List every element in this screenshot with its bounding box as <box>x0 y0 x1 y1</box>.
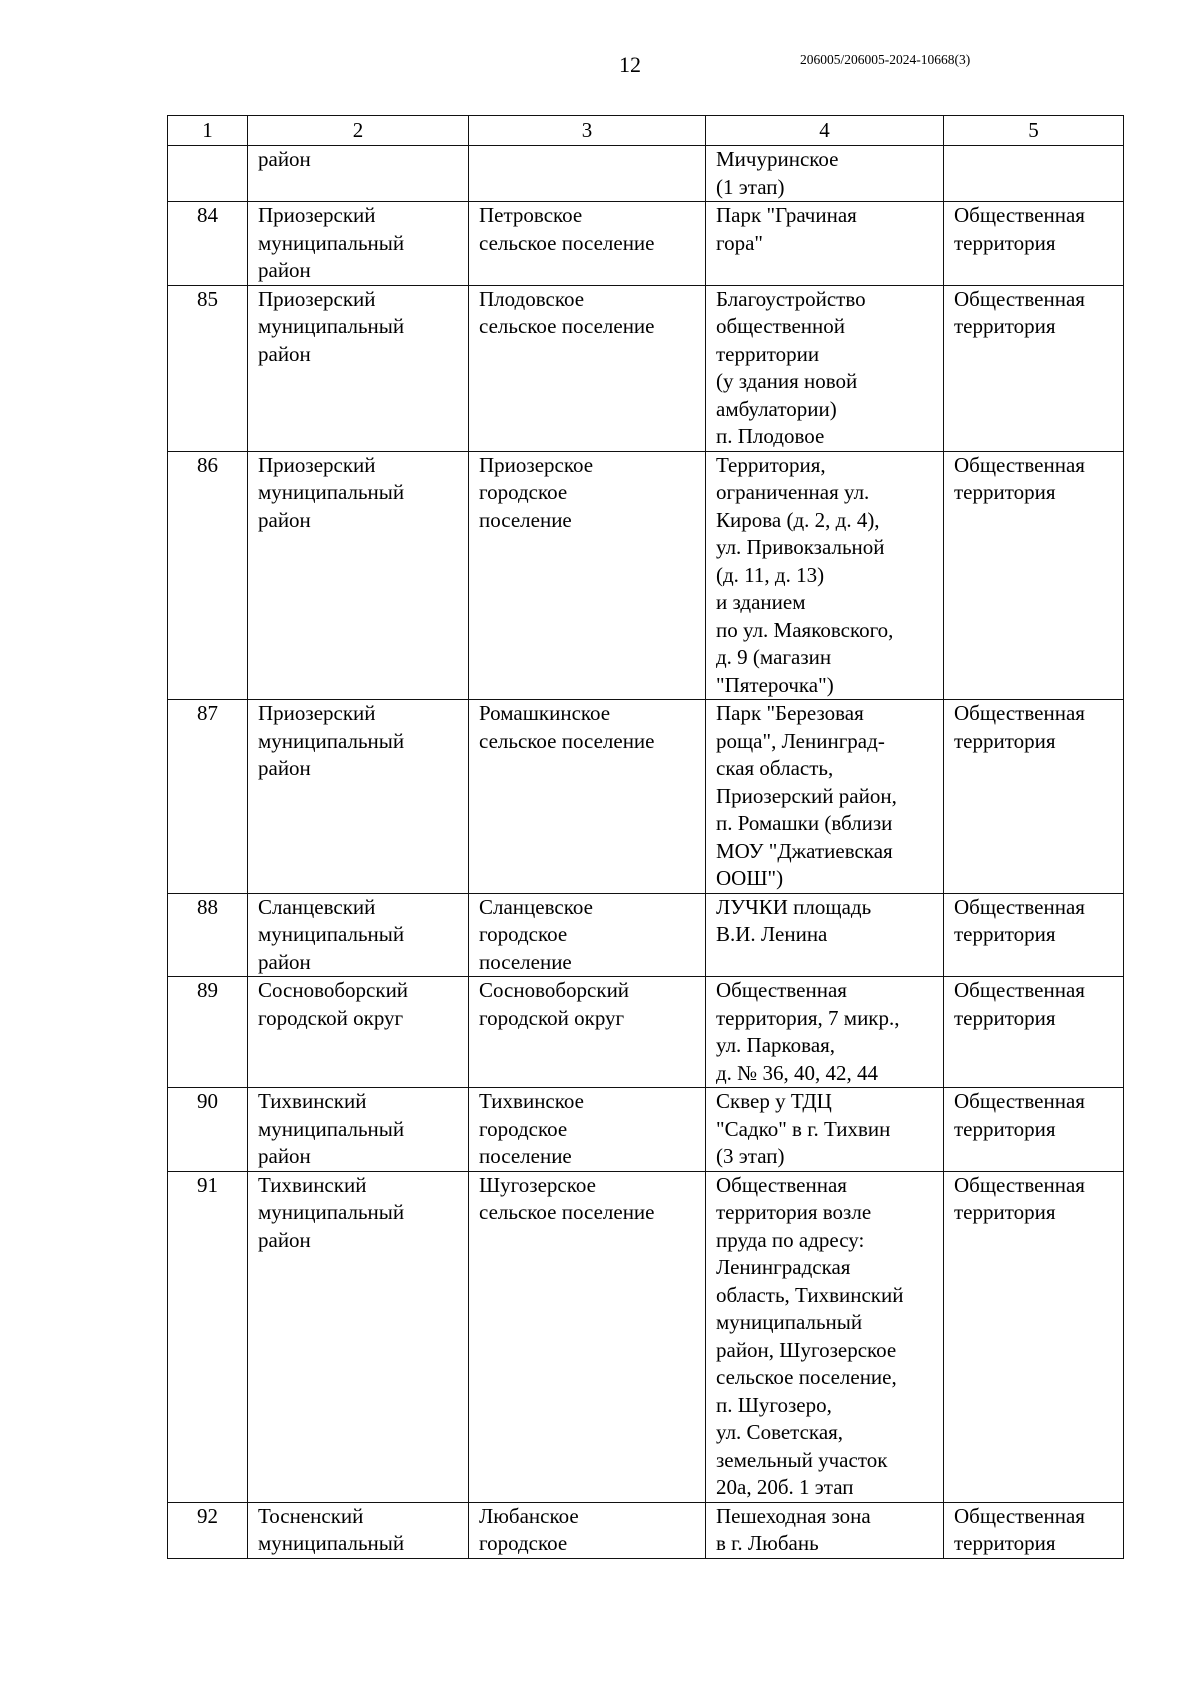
settlement-cell: Ромашкинское сельское поселение <box>469 700 706 894</box>
object-cell: Парк "Березовая роща", Ленинград- ская область, Приозерский район, п. Ромашки (вблизи МОУ "Джатиевская ООШ") <box>706 700 944 894</box>
settlement-cell: Шугозерское сельское поселение <box>469 1171 706 1502</box>
row-number <box>168 146 248 202</box>
table-row <box>168 1088 1124 1172</box>
object-cell: Территория, ограниченная ул. Кирова (д. 2, д. 4), ул. Привокзальной (д. 11, д. 13) и зданием по ул. Маяковского, д. 9 (магазин "Пятерочка") <box>706 451 944 700</box>
table-row <box>168 1502 1124 1558</box>
row-number: 90 <box>168 1088 248 1172</box>
district-cell: район <box>248 146 469 202</box>
column-number-row <box>168 116 1124 146</box>
column-number: 3 <box>469 116 706 146</box>
settlement-cell: Плодовское сельское поселение <box>469 285 706 451</box>
type-cell: Общественная территория <box>944 1088 1124 1172</box>
type-cell: Общественная территория <box>944 977 1124 1088</box>
table-row <box>168 1171 1124 1502</box>
type-cell: Общественная территория <box>944 202 1124 286</box>
district-cell: Приозерский муниципальный район <box>248 700 469 894</box>
row-number: 89 <box>168 977 248 1088</box>
table-row <box>168 285 1124 451</box>
object-cell: Мичуринское (1 этап) <box>706 146 944 202</box>
objects-table <box>167 115 1124 1559</box>
district-cell: Тосненский муниципальный <box>248 1502 469 1558</box>
object-cell: Парк "Грачиная гора" <box>706 202 944 286</box>
object-cell: Общественная территория, 7 микр., ул. Парковая, д. № 36, 40, 42, 44 <box>706 977 944 1088</box>
settlement-cell: Сланцевское городское поселение <box>469 893 706 977</box>
district-cell: Приозерский муниципальный район <box>248 285 469 451</box>
table-row <box>168 202 1124 286</box>
district-cell: Тихвинский муниципальный район <box>248 1171 469 1502</box>
district-cell: Приозерский муниципальный район <box>248 451 469 700</box>
object-cell: Общественная территория возле пруда по адресу: Ленинградская область, Тихвинский муниципальный район, Шугозерское сельское поселение, п. Шугозеро, ул. Советская, земельный участок 20а, 20б. 1 этап <box>706 1171 944 1502</box>
table-row <box>168 893 1124 977</box>
column-number: 1 <box>168 116 248 146</box>
settlement-cell: Приозерское городское поселение <box>469 451 706 700</box>
district-cell: Сланцевский муниципальный район <box>248 893 469 977</box>
settlement-cell: Сосновоборский городской округ <box>469 977 706 1088</box>
column-number: 5 <box>944 116 1124 146</box>
type-cell: Общественная территория <box>944 1502 1124 1558</box>
settlement-cell <box>469 146 706 202</box>
type-cell: Общественная территория <box>944 451 1124 700</box>
type-cell <box>944 146 1124 202</box>
table-row <box>168 700 1124 894</box>
table-row <box>168 977 1124 1088</box>
settlement-cell: Любанское городское <box>469 1502 706 1558</box>
type-cell: Общественная территория <box>944 285 1124 451</box>
column-number: 2 <box>248 116 469 146</box>
page-number: 12 <box>619 52 641 77</box>
district-cell: Сосновоборский городской округ <box>248 977 469 1088</box>
table-row <box>168 146 1124 202</box>
type-cell: Общественная территория <box>944 1171 1124 1502</box>
object-cell: ЛУЧКИ площадь В.И. Ленина <box>706 893 944 977</box>
district-cell: Тихвинский муниципальный район <box>248 1088 469 1172</box>
row-number: 87 <box>168 700 248 894</box>
type-cell: Общественная территория <box>944 893 1124 977</box>
row-number: 85 <box>168 285 248 451</box>
settlement-cell: Тихвинское городское поселение <box>469 1088 706 1172</box>
object-cell: Сквер у ТДЦ "Садко" в г. Тихвин (3 этап) <box>706 1088 944 1172</box>
district-cell: Приозерский муниципальный район <box>248 202 469 286</box>
row-number: 88 <box>168 893 248 977</box>
row-number: 86 <box>168 451 248 700</box>
row-number: 91 <box>168 1171 248 1502</box>
object-cell: Пешеходная зона в г. Любань <box>706 1502 944 1558</box>
object-cell: Благоустройство общественной территории (у здания новой амбулатории) п. Плодовое <box>706 285 944 451</box>
row-number: 92 <box>168 1502 248 1558</box>
table-row <box>168 451 1124 700</box>
type-cell: Общественная территория <box>944 700 1124 894</box>
row-number: 84 <box>168 202 248 286</box>
document-id: 206005/206005-2024-10668(3) <box>800 52 971 67</box>
column-number: 4 <box>706 116 944 146</box>
settlement-cell: Петровское сельское поселение <box>469 202 706 286</box>
